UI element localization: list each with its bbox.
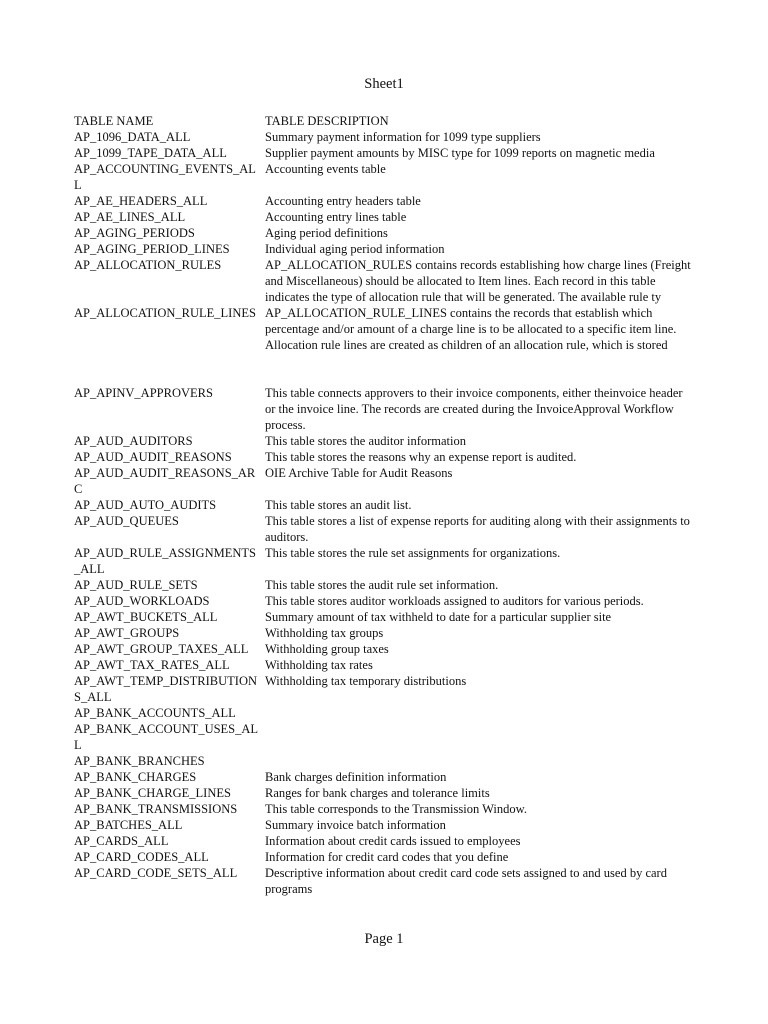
table-name-cell: AP_AUD_RULE_ASSIGNMENTS _ALL (74, 546, 256, 576)
table-description-cell: AP_ALLOCATION_RULES contains records establishing how charge lines (Freight and Miscellaneous) should be allocated to Item lines. Each record in this table indicates the type of allocation rule that will be generated. The available rule ty (265, 258, 691, 304)
table-row (74, 385, 704, 433)
table-name-cell: AP_AUD_WORKLOADS (74, 594, 210, 608)
table-name-cell: AP_BANK_CHARGES (74, 770, 197, 784)
table-name-cell: AP_AUD_AUTO_AUDITS (74, 498, 217, 512)
table-description-cell: Supplier payment amounts by MISC type for 1099 reports on magnetic media (265, 146, 655, 160)
table-description-cell: This table stores auditor workloads assigned to auditors for various periods. (265, 594, 644, 608)
table-description-cell: AP_ALLOCATION_RULE_LINES contains the records that establish which percentage and/or amount of a charge line is to be allocated to a specific item line. Allocation rule lines are created as children of an allocation rule, which is stored (265, 306, 677, 352)
table-description-cell: Accounting entry headers table (265, 194, 421, 208)
table-header-row (74, 113, 704, 129)
table-name-cell: AP_AWT_GROUP_TAXES_ALL (74, 642, 249, 656)
table-name-cell: AP_CARD_CODES_ALL (74, 850, 209, 864)
table-row (74, 609, 704, 625)
table-row (74, 657, 704, 673)
table-row (74, 865, 704, 897)
table-description-cell: Ranges for bank charges and tolerance limits (265, 786, 490, 800)
table-row (74, 305, 704, 385)
page-number: Page 1 (364, 931, 404, 947)
table-description-cell: Bank charges definition information (265, 770, 447, 784)
table-row (74, 209, 704, 225)
table-name-cell: AP_AUD_AUDITORS (74, 434, 193, 448)
table-name-cell: AP_AUD_AUDIT_REASONS_AR C (74, 466, 256, 496)
table-row (74, 545, 704, 577)
column-header-description: TABLE DESCRIPTION (265, 114, 389, 128)
table-row (74, 801, 704, 817)
table-description-cell: Descriptive information about credit card code sets assigned to and used by card programs (265, 866, 667, 896)
sheet-title: Sheet1 (364, 76, 404, 92)
table-name-cell: AP_1099_TAPE_DATA_ALL (74, 146, 227, 160)
table-name-cell: AP_AWT_GROUPS (74, 626, 180, 640)
table-name-cell: AP_BANK_CHARGE_LINES (74, 786, 231, 800)
table-name-cell: AP_AE_LINES_ALL (74, 210, 186, 224)
table-row (74, 497, 704, 513)
table-row (74, 577, 704, 593)
table-name-cell: AP_AGING_PERIODS (74, 226, 195, 240)
table-description-cell: This table stores an audit list. (265, 498, 412, 512)
table-row (74, 241, 704, 257)
table-row (74, 753, 704, 769)
table-description-cell: This table stores the reasons why an expense report is audited. (265, 450, 577, 464)
table-description-cell: This table stores the rule set assignments for organizations. (265, 546, 561, 560)
table-row (74, 145, 704, 161)
table-name-cell: AP_CARD_CODE_SETS_ALL (74, 866, 238, 880)
table-name-cell: AP_AUD_RULE_SETS (74, 578, 198, 592)
table-row (74, 705, 704, 721)
table-description-cell: This table corresponds to the Transmission Window. (265, 802, 527, 816)
table-name-cell: AP_AWT_TEMP_DISTRIBUTION S_ALL (74, 674, 258, 704)
table-description-cell: Summary amount of tax withheld to date for a particular supplier site (265, 610, 612, 624)
table-row (74, 625, 704, 641)
table-row (74, 161, 704, 193)
table-description-cell: Summary invoice batch information (265, 818, 446, 832)
table-name-cell: AP_BANK_BRANCHES (74, 754, 205, 768)
table-name-cell: AP_ALLOCATION_RULES (74, 258, 222, 272)
table-description-cell: Accounting entry lines table (265, 210, 407, 224)
table-row (74, 449, 704, 465)
table-name-cell: AP_1096_DATA_ALL (74, 130, 191, 144)
table-name-cell: AP_BANK_ACCOUNTS_ALL (74, 706, 236, 720)
table-row (74, 641, 704, 657)
table-name-cell: AP_AWT_BUCKETS_ALL (74, 610, 218, 624)
table-name-cell: AP_AUD_AUDIT_REASONS (74, 450, 232, 464)
table-name-cell: AP_BATCHES_ALL (74, 818, 183, 832)
table-description-cell: This table stores the audit rule set information. (265, 578, 499, 592)
table-row (74, 257, 704, 305)
table-row (74, 721, 704, 753)
table-row (74, 817, 704, 833)
table-row (74, 193, 704, 209)
table-name-cell: AP_BANK_TRANSMISSIONS (74, 802, 238, 816)
table-description-cell: Summary payment information for 1099 type suppliers (265, 130, 541, 144)
table-description-cell: Individual aging period information (265, 242, 445, 256)
table-name-cell: AP_AE_HEADERS_ALL (74, 194, 208, 208)
table-name-cell: AP_APINV_APPROVERS (74, 386, 213, 400)
table-description-cell: Information for credit card codes that you define (265, 850, 509, 864)
table-name-cell: AP_AWT_TAX_RATES_ALL (74, 658, 230, 672)
table-row (74, 769, 704, 785)
table-row (74, 129, 704, 145)
table-name-cell: AP_ACCOUNTING_EVENTS_AL L (74, 162, 256, 192)
table-row (74, 785, 704, 801)
table-description-cell: This table stores a list of expense reports for auditing along with their assignments to auditors. (265, 514, 690, 544)
table-name-cell: AP_AUD_QUEUES (74, 514, 179, 528)
table-description-cell: Withholding group taxes (265, 642, 389, 656)
table-row (74, 513, 704, 545)
table-name-cell: AP_AGING_PERIOD_LINES (74, 242, 230, 256)
table-description-cell: This table connects approvers to their invoice components, either theinvoice header or the invoice line. The records are created during the InvoiceApproval Workflow process. (265, 386, 683, 432)
table-description-cell: Withholding tax temporary distributions (265, 674, 467, 688)
table-description-cell: OIE Archive Table for Audit Reasons (265, 466, 453, 480)
table-name-cell: AP_ALLOCATION_RULE_LINES (74, 306, 256, 320)
table-row (74, 673, 704, 705)
table-row (74, 833, 704, 849)
table-name-cell: AP_CARDS_ALL (74, 834, 169, 848)
table-description-cell: Aging period definitions (265, 226, 388, 240)
table-row (74, 593, 704, 609)
table-description-cell: Withholding tax groups (265, 626, 384, 640)
table-description-cell: Information about credit cards issued to employees (265, 834, 521, 848)
table-name-cell: AP_BANK_ACCOUNT_USES_AL L (74, 722, 259, 752)
table-description-cell: Accounting events table (265, 162, 386, 176)
table-row (74, 849, 704, 865)
table-row (74, 465, 704, 497)
table-row (74, 225, 704, 241)
table-description-cell: Withholding tax rates (265, 658, 373, 672)
table-sheet (74, 113, 704, 897)
table-row (74, 433, 704, 449)
table-description-cell: This table stores the auditor information (265, 434, 466, 448)
column-header-name: TABLE NAME (74, 114, 154, 128)
